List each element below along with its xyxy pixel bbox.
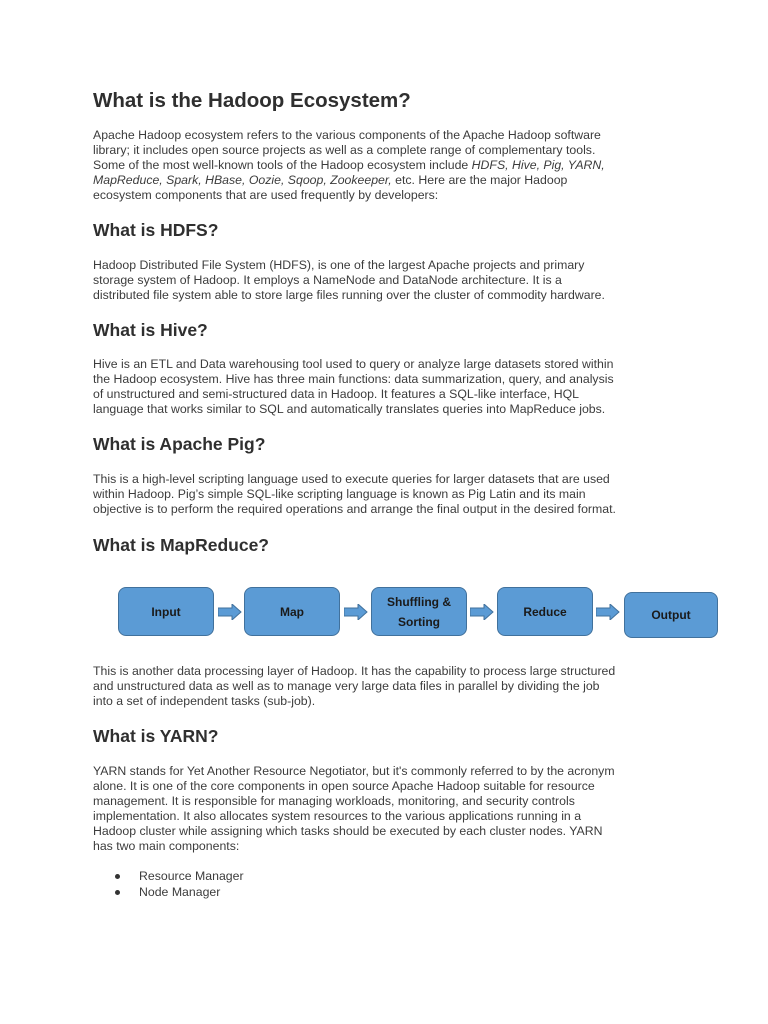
flow-arrow-icon	[596, 604, 620, 620]
yarn-paragraph	[93, 764, 693, 854]
intro-line	[93, 173, 693, 188]
flow-label-output: Output	[651, 608, 691, 622]
mapreduce-line: and unstructured data as well as to manage very large data files in parallel by dividing the job	[93, 679, 600, 693]
yarn-line: alone. It is one of the core components in open source Apache Hadoop suitable for resource	[93, 779, 595, 793]
bullet-icon	[115, 890, 120, 895]
intro-tools-list: MapReduce, Spark, HBase, Oozie, Sqoop, Zookeeper,	[93, 173, 392, 187]
flow-label-sorting: Sorting	[398, 614, 440, 629]
intro-line: Apache Hadoop ecosystem refers to the various components of the Apache Hadoop software	[93, 128, 601, 142]
hdfs-line: storage system of Hadoop. It employs a NameNode and DataNode architecture. It is a	[93, 273, 562, 287]
yarn-line: implementation. It also allocates system resources to the various applications running in a	[93, 809, 582, 823]
intro-paragraph	[93, 128, 693, 203]
flow-arrow-icon	[344, 604, 368, 620]
flow-label-shuffling: Shuffling &	[387, 594, 451, 609]
flow-label-reduce: Reduce	[523, 604, 567, 619]
flow-box-shuffling-sorting	[371, 587, 467, 636]
bullet-icon	[115, 874, 120, 879]
section-heading-mapreduce: What is MapReduce?	[93, 535, 269, 555]
yarn-line: management. It is responsible for managing workloads, monitoring, and security controls	[93, 794, 575, 808]
flow-arrow-icon	[470, 604, 494, 620]
hive-line: of unstructured and semi-structured data in Hadoop. It features a SQL-like interface, HQL	[93, 387, 579, 401]
hdfs-line: distributed file system able to store large files running over the cluster of commodity hardware.	[93, 288, 605, 302]
flow-box-reduce	[497, 587, 593, 636]
intro-text: etc. Here are the major Hadoop	[391, 173, 568, 187]
list-item-label: Resource Manager	[139, 869, 244, 883]
list-item-label: Node Manager	[139, 885, 221, 899]
hive-paragraph	[93, 357, 693, 417]
section-heading-hive: What is Hive?	[93, 320, 208, 340]
section-heading-hdfs: What is HDFS?	[93, 220, 219, 240]
section-heading-pig: What is Apache Pig?	[93, 434, 266, 454]
section-heading-yarn: What is YARN?	[93, 726, 219, 746]
pig-line: This is a high-level scripting language used to execute queries for larger datasets that are used	[93, 472, 610, 486]
flow-box-output	[624, 592, 718, 638]
flow-box-input	[118, 587, 214, 636]
intro-text: Some of the most well-known tools of the Hadoop ecosystem include	[93, 158, 472, 172]
hdfs-paragraph	[93, 258, 693, 303]
pig-line: objective is to perform the required operations and arrange the final output in the desired format.	[93, 502, 616, 516]
yarn-line: has two main components:	[93, 839, 240, 853]
mapreduce-line: This is another data processing layer of Hadoop. It has the capability to process large structured	[93, 664, 616, 678]
yarn-line: YARN stands for Yet Another Resource Negotiator, but it's commonly referred to by the acronym	[93, 764, 615, 778]
flow-label-input: Input	[151, 604, 181, 619]
flow-box-map	[244, 587, 340, 636]
pig-paragraph	[93, 472, 693, 517]
flow-arrow-icon	[218, 604, 242, 620]
intro-tools-list: HDFS, Hive, Pig, YARN,	[471, 158, 605, 172]
intro-line: ecosystem components that are used frequently by developers:	[93, 188, 439, 202]
mapreduce-line: into a set of independent tasks (sub-job).	[93, 694, 316, 708]
yarn-line: Hadoop cluster while assigning which tasks should be executed by each cluster nodes. YARN	[93, 824, 603, 838]
hive-line: the Hadoop ecosystem. Hive has three main functions: data summarization, query, and analysis	[93, 372, 614, 386]
hive-line: language that works similar to SQL and automatically translates queries into MapReduce jobs.	[93, 402, 606, 416]
hive-line: Hive is an ETL and Data warehousing tool used to query or analyze large datasets stored within	[93, 357, 614, 371]
mapreduce-paragraph	[93, 664, 693, 709]
list-item	[93, 884, 244, 900]
yarn-components-list	[93, 868, 244, 900]
pig-line: within Hadoop. Pig’s simple SQL-like scripting language is known as Pig Latin and its main	[93, 487, 586, 501]
intro-line: library; it includes open source projects as well as a complete range of complementary tools.	[93, 143, 596, 157]
page-title: What is the Hadoop Ecosystem?	[93, 89, 411, 112]
flow-label-map: Map	[280, 604, 304, 619]
intro-line	[93, 158, 693, 173]
hdfs-line: Hadoop Distributed File System (HDFS), is one of the largest Apache projects and primary	[93, 258, 585, 272]
list-item	[93, 868, 244, 884]
